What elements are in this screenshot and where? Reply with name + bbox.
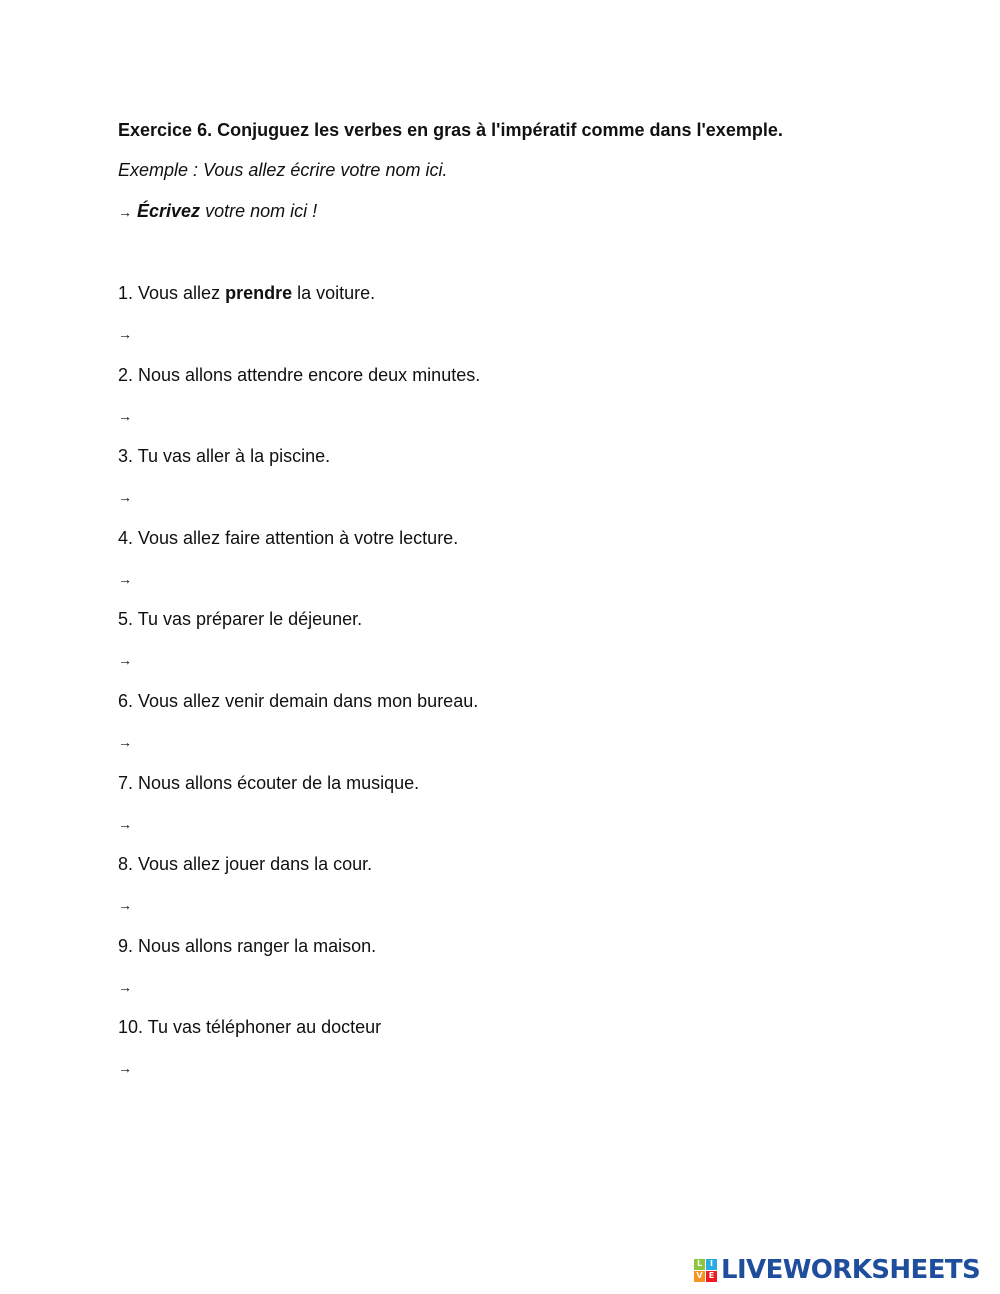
answer-field[interactable]	[140, 649, 700, 671]
item-text: 9. Nous allons ranger la maison.	[118, 936, 377, 956]
example-answer-verb: Écrivez	[137, 201, 201, 221]
arrow-icon: →	[118, 326, 132, 342]
exercise-item	[118, 607, 362, 631]
answer-line	[118, 729, 700, 754]
logo-mark-tile: V	[694, 1271, 705, 1282]
arrow-icon: →	[118, 816, 132, 832]
exercise-item	[118, 526, 458, 550]
example-sentence: Exemple : Vous allez écrire votre nom ici.	[118, 160, 448, 180]
item-text-after: la voiture.	[292, 283, 376, 303]
answer-field[interactable]	[140, 568, 700, 590]
arrow-icon: →	[118, 734, 132, 750]
exercise-item	[118, 771, 419, 795]
answer-field[interactable]	[140, 976, 700, 998]
item-text: 7. Nous allons écouter de la musique.	[118, 773, 420, 793]
answer-field[interactable]	[140, 405, 700, 427]
answer-field[interactable]	[140, 1057, 700, 1079]
answer-line	[118, 321, 700, 346]
answer-field[interactable]	[140, 323, 700, 345]
answer-field[interactable]	[140, 894, 700, 916]
answer-line	[118, 811, 700, 836]
answer-field[interactable]	[140, 486, 700, 508]
answer-line	[118, 974, 700, 999]
exercise-item	[118, 444, 330, 468]
exercise-item	[118, 281, 375, 305]
answer-line	[118, 403, 700, 428]
item-text: 5. Tu vas préparer le déjeuner.	[118, 609, 363, 629]
logo-text: LIVEWORKSHEETS	[721, 1255, 981, 1285]
arrow-icon: →	[118, 1060, 132, 1076]
arrow-icon: →	[118, 408, 132, 424]
answer-line	[118, 647, 700, 672]
item-text: 8. Vous allez jouer dans la cour.	[118, 854, 373, 874]
item-text: 1. Vous allez	[118, 283, 226, 303]
answer-field[interactable]	[140, 731, 700, 753]
logo-mark-icon	[694, 1259, 717, 1282]
liveworksheets-logo	[694, 1254, 980, 1286]
logo-mark-tile: L	[694, 1259, 705, 1270]
exercise-title: Exercice 6. Conjuguez les verbes en gras à l'impératif comme dans l'exemple.	[118, 120, 783, 140]
arrow-icon: →	[118, 204, 132, 220]
item-text: 6. Vous allez venir demain dans mon bureau.	[118, 691, 479, 711]
item-text: 2. Nous allons attendre encore deux minutes.	[118, 365, 481, 385]
arrow-icon: →	[118, 489, 132, 505]
example-answer-rest: votre nom ici !	[200, 201, 318, 221]
exercise-item	[118, 1015, 381, 1039]
example-answer	[118, 199, 317, 224]
answer-line	[118, 1055, 700, 1080]
answer-field[interactable]	[140, 813, 700, 835]
logo-mark-tile: I	[706, 1259, 717, 1270]
exercise-item	[118, 852, 372, 876]
answer-line	[118, 484, 700, 509]
arrow-icon: →	[118, 979, 132, 995]
item-text: 10. Tu vas téléphoner au docteur	[118, 1017, 382, 1037]
exercise-item	[118, 363, 480, 387]
answer-line	[118, 892, 700, 917]
exercise-item	[118, 934, 376, 958]
arrow-icon: →	[118, 897, 132, 913]
item-text: 3. Tu vas aller à la piscine.	[118, 446, 331, 466]
arrow-icon: →	[118, 571, 132, 587]
item-text: 4. Vous allez faire attention à votre lecture.	[118, 528, 459, 548]
item-bold-verb: prendre	[225, 283, 293, 303]
answer-line	[118, 566, 700, 591]
arrow-icon: →	[118, 652, 132, 668]
logo-mark-tile: E	[706, 1271, 717, 1282]
exercise-item	[118, 689, 478, 713]
